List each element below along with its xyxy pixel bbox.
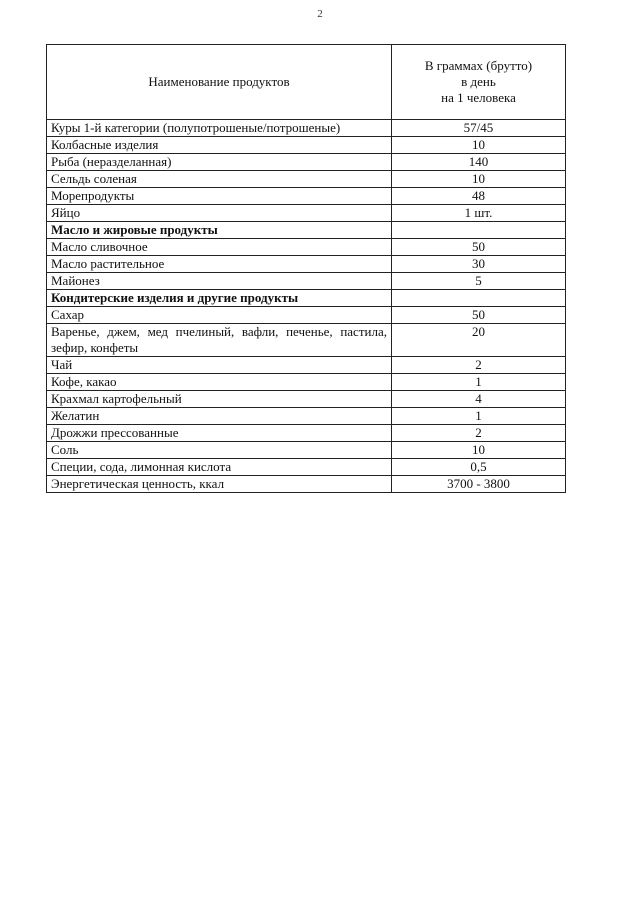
product-name-cell: Чай <box>47 357 392 374</box>
section-title: Кондитерские изделия и другие продукты <box>47 290 392 307</box>
table-row <box>47 171 566 188</box>
table-row <box>47 408 566 425</box>
quantity-cell: 3700 - 3800 <box>391 476 565 493</box>
product-name-cell: Сахар <box>47 307 392 324</box>
table-row <box>47 391 566 408</box>
table-row <box>47 442 566 459</box>
table-row <box>47 205 566 222</box>
quantity-cell: 1 шт. <box>391 205 565 222</box>
table-row <box>47 239 566 256</box>
product-name-cell: Куры 1-й категории (полупотрошеные/потрошеные) <box>47 120 392 137</box>
quantity-cell: 140 <box>391 154 565 171</box>
quantity-cell: 50 <box>391 307 565 324</box>
quantity-cell: 20 <box>391 324 565 357</box>
quantity-cell: 2 <box>391 425 565 442</box>
table-row <box>47 425 566 442</box>
table-row <box>47 188 566 205</box>
table-row <box>47 307 566 324</box>
section-empty-cell <box>391 290 565 307</box>
table-row <box>47 357 566 374</box>
section-empty-cell <box>391 222 565 239</box>
table-row <box>47 137 566 154</box>
table-section-row <box>47 290 566 307</box>
product-name-cell: Яйцо <box>47 205 392 222</box>
header-product-name: Наименование продуктов <box>47 45 392 120</box>
quantity-cell: 30 <box>391 256 565 273</box>
product-name-cell: Варенье, джем, мед пчелиный, вафли, печенье, пастила, зефир, конфеты <box>47 324 392 357</box>
quantity-cell: 57/45 <box>391 120 565 137</box>
table-body <box>47 120 566 493</box>
table-row <box>47 273 566 290</box>
header-grams-per-day: В граммах (брутто) в день на 1 человека <box>391 45 565 120</box>
table-row <box>47 459 566 476</box>
product-name-cell: Энергетическая ценность, ккал <box>47 476 392 493</box>
product-name-cell: Колбасные изделия <box>47 137 392 154</box>
product-name-cell: Рыба (неразделанная) <box>47 154 392 171</box>
product-name-cell: Сельдь соленая <box>47 171 392 188</box>
quantity-cell: 5 <box>391 273 565 290</box>
product-name-cell: Масло растительное <box>47 256 392 273</box>
product-name-cell: Желатин <box>47 408 392 425</box>
page-number: 2 <box>317 8 323 20</box>
product-name-cell: Майонез <box>47 273 392 290</box>
quantity-cell: 4 <box>391 391 565 408</box>
product-name-cell: Кофе, какао <box>47 374 392 391</box>
quantity-cell: 2 <box>391 357 565 374</box>
table-row <box>47 324 566 357</box>
quantity-cell: 48 <box>391 188 565 205</box>
table-row <box>47 120 566 137</box>
table-section-row <box>47 222 566 239</box>
product-name-cell: Соль <box>47 442 392 459</box>
table-row <box>47 476 566 493</box>
quantity-cell: 10 <box>391 137 565 154</box>
product-name-cell: Масло сливочное <box>47 239 392 256</box>
quantity-cell: 1 <box>391 408 565 425</box>
product-name-cell: Дрожжи прессованные <box>47 425 392 442</box>
section-title: Масло и жировые продукты <box>47 222 392 239</box>
table-row <box>47 374 566 391</box>
table-row <box>47 256 566 273</box>
quantity-cell: 50 <box>391 239 565 256</box>
table-header-row <box>47 45 566 120</box>
quantity-cell: 0,5 <box>391 459 565 476</box>
quantity-cell: 1 <box>391 374 565 391</box>
product-name-cell: Крахмал картофельный <box>47 391 392 408</box>
product-name-cell: Специи, сода, лимонная кислота <box>47 459 392 476</box>
quantity-cell: 10 <box>391 171 565 188</box>
table-row <box>47 154 566 171</box>
product-name-cell: Морепродукты <box>47 188 392 205</box>
food-norms-table <box>46 44 566 493</box>
quantity-cell: 10 <box>391 442 565 459</box>
